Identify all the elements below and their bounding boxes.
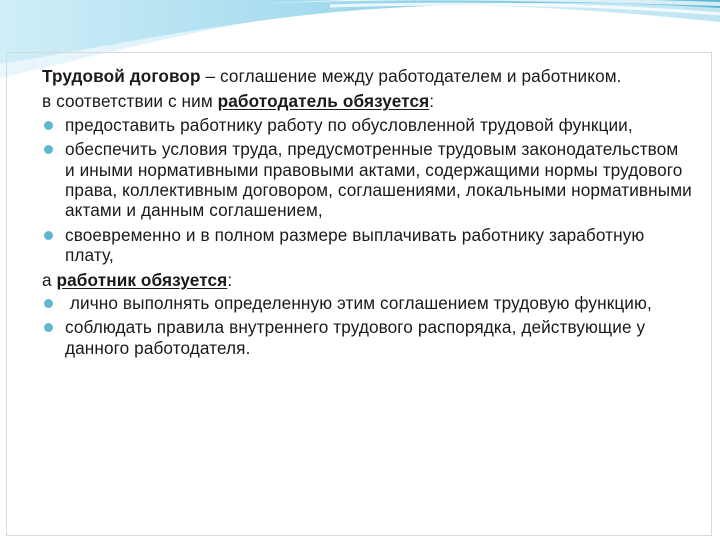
employee-subject: работник обязуется [56,269,228,290]
employer-intro [42,91,692,111]
bullet-dot-icon [44,231,53,240]
bullet-dot-icon [44,121,53,130]
employee-duty-text: соблюдать правила внутреннего трудового распорядка, действующие у данного работодателя. [65,317,646,358]
employer-duty-item [42,115,692,135]
bullet-dot-icon [44,323,53,332]
employer-subject: работодатель обязуется [217,91,430,112]
employee-intro-suffix: : [227,269,233,290]
employer-intro-prefix: в соответствии с ним [42,91,218,112]
employer-duty-text: своевременно и в полном размере выплачивать работнику заработную плату, [65,224,645,266]
content-text [42,66,692,362]
employer-duty-item [42,225,692,266]
employer-duty-text: обеспечить условия труда, предусмотренные трудовым законодательством и иными нормативными правовыми актами, содержащими нормы трудового права, коллективным договором, соглашениями, локальными нормативными актами и данным соглашением, [65,139,692,221]
employee-duty-item [42,317,692,358]
employer-duty-text: предоставить работнику работу по обусловленной трудовой функции, [65,114,633,135]
employer-duty-item [42,139,692,221]
employee-intro-prefix: а [42,269,57,290]
bullet-dot-icon [44,145,53,154]
definition-term: Трудовой договор [42,66,201,86]
bullet-dot-icon [44,299,53,308]
definition-text: – соглашение между работодателем и работником. [200,66,622,86]
definition-paragraph [42,66,692,86]
employee-duty-text: лично выполнять определенную этим соглашением трудовую функцию, [65,293,652,314]
employee-intro [42,270,692,290]
employee-duty-item [42,293,692,313]
employer-intro-suffix: : [429,91,435,112]
